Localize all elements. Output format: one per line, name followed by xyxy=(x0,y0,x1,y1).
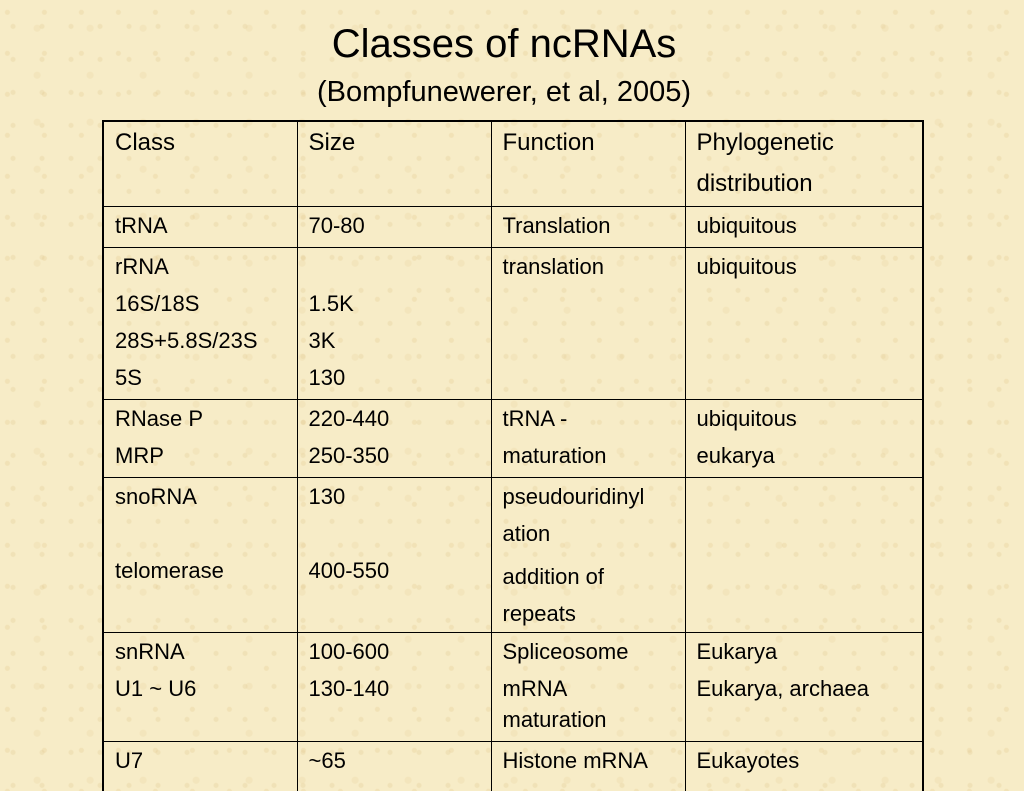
cell-text: ubiquitous xyxy=(696,253,797,279)
cell-text: U7 xyxy=(115,747,144,773)
cell-class xyxy=(103,399,297,477)
cell-text: RNase P xyxy=(115,405,204,431)
header-function xyxy=(491,121,685,206)
cell-text: eukarya xyxy=(696,442,775,468)
cell-text: Eukarya xyxy=(696,638,778,664)
cell-text: MRP xyxy=(115,442,164,468)
cell-text: ~65 xyxy=(308,747,346,773)
cell-text: telomerase xyxy=(115,557,224,583)
cell-text: 130-140 xyxy=(308,675,390,701)
cell-text: maturation xyxy=(502,706,607,732)
header-size xyxy=(297,121,491,206)
cell-text: U1 ~ U6 xyxy=(115,675,197,701)
table-row-u7 xyxy=(103,741,923,791)
cell-class xyxy=(103,477,297,632)
cell-function xyxy=(491,247,685,399)
cell-text: addition of xyxy=(502,563,605,589)
cell-size xyxy=(297,206,491,247)
cell-text: Spliceosome xyxy=(502,638,629,664)
cell-text: ubiquitous xyxy=(696,405,797,431)
cell-text: 3K xyxy=(308,327,336,353)
cell-class xyxy=(103,741,297,791)
header-class-label: Class xyxy=(115,129,176,156)
cell-text: Histone mRNA xyxy=(502,747,648,773)
cell-text: pseudouridinyl xyxy=(502,483,645,509)
cell-function xyxy=(491,399,685,477)
table-row-rrna xyxy=(103,247,923,399)
cell-text: 100-600 xyxy=(308,638,390,664)
ncrna-classes-table xyxy=(102,120,924,791)
header-distribution xyxy=(685,121,923,206)
cell-text: translation xyxy=(502,253,605,279)
cell-text: maturation xyxy=(502,442,607,468)
cell-text: 16S/18S xyxy=(115,290,200,316)
cell-size xyxy=(297,399,491,477)
cell-function xyxy=(491,477,685,632)
header-class xyxy=(103,121,297,206)
cell-size xyxy=(297,741,491,791)
header-size-label: Size xyxy=(308,129,356,156)
cell-text: repeats xyxy=(502,600,576,626)
cell-text: 400-550 xyxy=(308,557,390,583)
cell-text: Eukarya, archaea xyxy=(696,675,869,701)
cell-text: Translation xyxy=(502,212,611,238)
cell-text: tRNA - xyxy=(502,405,568,431)
cell-size xyxy=(297,632,491,741)
cell-text: 5S xyxy=(115,364,142,390)
cell-class xyxy=(103,632,297,741)
cell-distribution xyxy=(685,206,923,247)
cell-text: snRNA xyxy=(115,638,185,664)
cell-function xyxy=(491,632,685,741)
cell-text: ation xyxy=(502,520,551,546)
header-row xyxy=(103,121,923,206)
table-row-snrna xyxy=(103,632,923,741)
slide-title: Classes of ncRNAs xyxy=(331,22,677,66)
slide-subtitle: (Bompfunewerer, et al, 2005) xyxy=(317,76,691,108)
cell-text: tRNA xyxy=(115,212,168,238)
spacer xyxy=(309,248,485,285)
cell-class xyxy=(103,206,297,247)
table-row-snorna xyxy=(103,477,923,632)
cell-text: 28S+5.8S/23S xyxy=(115,327,258,353)
cell-text: ubiquitous xyxy=(696,212,797,238)
cell-distribution xyxy=(685,399,923,477)
spacer xyxy=(115,515,291,552)
header-distribution-line1: Phylogenetic xyxy=(696,129,834,156)
cell-text: 130 xyxy=(308,364,346,390)
header-distribution-line2: distribution xyxy=(696,170,813,197)
cell-text: 220-440 xyxy=(308,405,390,431)
cell-text: 250-350 xyxy=(308,442,390,468)
cell-distribution xyxy=(685,632,923,741)
cell-distribution xyxy=(685,477,923,632)
cell-text: snoRNA xyxy=(115,483,197,509)
cell-class xyxy=(103,247,297,399)
table-row-trna xyxy=(103,206,923,247)
cell-distribution xyxy=(685,247,923,399)
cell-distribution xyxy=(685,741,923,791)
cell-text: mRNA xyxy=(502,675,568,701)
spacer xyxy=(309,515,485,552)
table-row-rnase xyxy=(103,399,923,477)
cell-size xyxy=(297,477,491,632)
cell-text: 1.5K xyxy=(308,290,354,316)
cell-text: 130 xyxy=(308,483,346,509)
header-function-label: Function xyxy=(502,129,595,156)
cell-text: Eukayotes xyxy=(696,747,800,773)
cell-text: rRNA xyxy=(115,253,169,279)
cell-function xyxy=(491,206,685,247)
cell-function xyxy=(491,741,685,791)
cell-text: 70-80 xyxy=(308,212,365,238)
cell-size xyxy=(297,247,491,399)
